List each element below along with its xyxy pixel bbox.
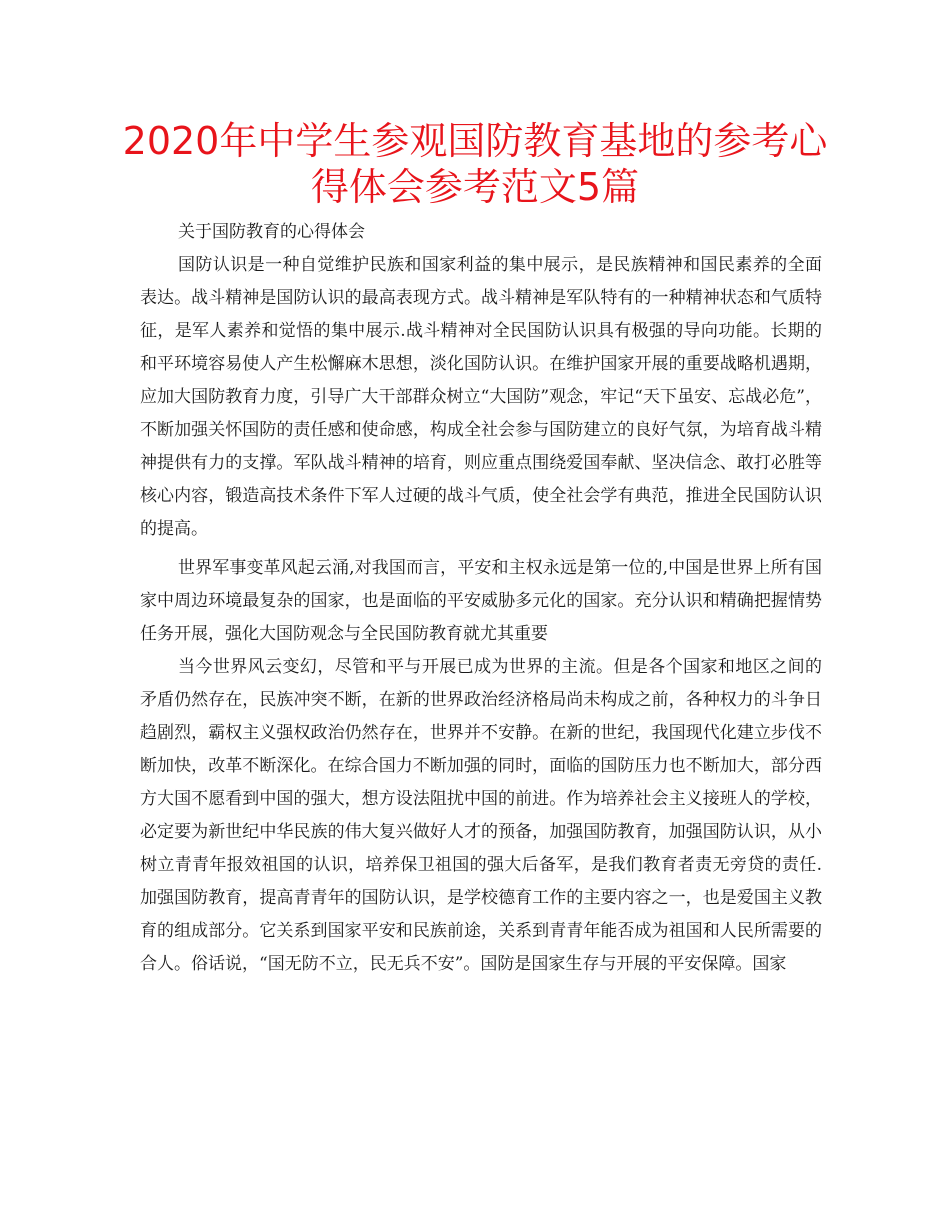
- document-title: 2020年中学生参观国防教育基地的参考心得体会参考范文5篇: [122, 119, 828, 209]
- document-body: [140, 216, 822, 981]
- paragraph-1: 国防认识是一种自觉维护民族和国家利益的集中展示，是民族精神和国民素养的全面表达。战斗精神是国防认识的最高表现方式。战斗精神是军队特有的一种精神状态和气质特征，是军人素养和觉悟的集中展示.战斗精神对全民国防认识具有极强的导向功能。长期的和平环境容易使人产生松懈麻木思想，淡化国防认识。在维护国家开展的重要战略机遇期，应加大国防教育力度，引导广大干部群众树立“大国防”观念，牢记“天下虽安、忘战必危”，不断加强关怀国防的责任感和使命感，构成全社会参与国防建立的良好气氛，为培育战斗精神提供有力的支撑。军队战斗精神的培育，则应重点围绕爱国奉献、坚决信念、敢打必胜等核心内容，锻造高技术条件下军人过硬的战斗气质，使全社会学有典范，推进全民国防认识的提高。: [140, 255, 822, 539]
- section-subtitle: 关于国防教育的心得体会: [178, 222, 365, 242]
- paragraph-3: 当今世界风云变幻，尽管和平与开展已成为世界的主流。但是各个国家和地区之间的矛盾仍然存在，民族冲突不断，在新的世界政治经济格局尚未构成之前，各种权力的斗争日趋剧烈，霸权主义强权政治仍然存在，世界并不安静。在新的世纪，我国现代化建立步伐不断加快，改革不断深化。在综合国力不断加强的同时，面临的国防压力也不断加大，部分西方大国不愿看到中国的强大，想方设法阻扰中国的前进。作为培养社会主义接班人的学校，必定要为新世纪中华民族的伟大复兴做好人才的预备，加强国防教育，加强国防认识，从小树立青青年报效祖国的认识，培养保卫祖国的强大后备军，是我们教育者责无旁贷的责任.加强国防教育，提高青青年的国防认识，是学校德育工作的主要内容之一，也是爱国主义教育的组成部分。它关系到国家平安和民族前途，关系到青青年能否成为祖国和人民所需要的合人。俗话说，“国无防不立，民无兵不安”。国防是国家生存与开展的平安保障。国家: [140, 657, 822, 974]
- paragraph-2: 世界军事变革风起云涌,对我国而言，平安和主权永远是第一位的,中国是世界上所有国家中周边环境最复杂的国家，也是面临的平安威胁多元化的国家。充分认识和精确把握情势任务开展，强化大国防观念与全民国防教育就尤其重要: [140, 558, 822, 644]
